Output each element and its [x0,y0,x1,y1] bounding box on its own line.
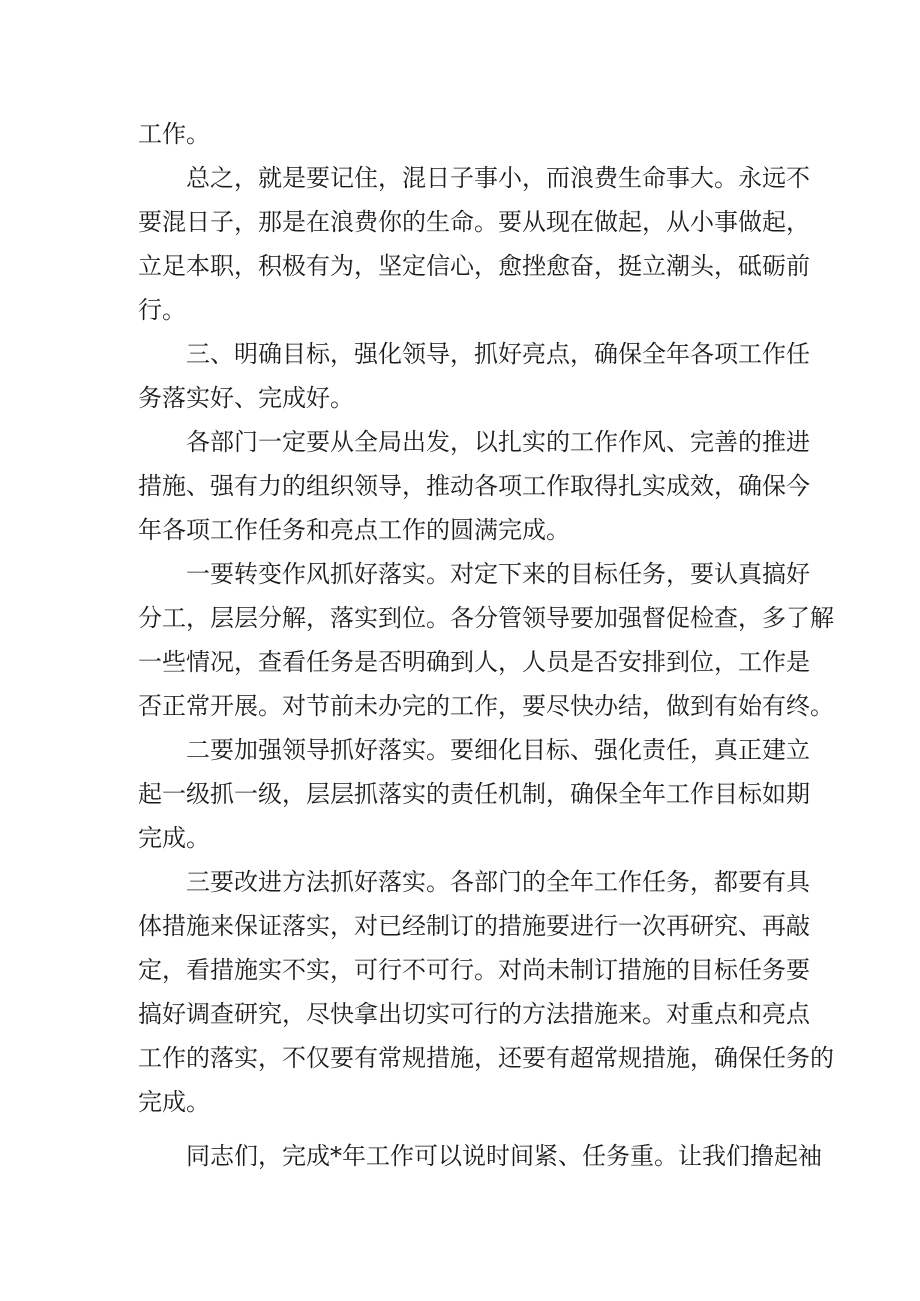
paragraph-line: 同志们，完成*年工作可以说时间紧、任务重。让我们撸起袖 [186,1142,822,1170]
section-heading: 三、明确目标，强化领导，抓好亮点，确保全年各项工作任 [186,340,810,368]
paragraph-line: 一些情况，查看任务是否明确到人，人员是否安排到位，工作是 [138,648,810,676]
paragraph-line: 完成。 [138,1088,210,1116]
paragraph-line: 年各项工作任务和亮点工作的圆满完成。 [138,516,570,544]
paragraph-line: 起一级抓一级，层层抓落实的责任机制，确保全年工作目标如期 [138,780,810,808]
paragraph-line: 二要加强领导抓好落实。要细化目标、强化责任，真正建立 [186,736,810,764]
paragraph-line: 总之，就是要记住，混日子事小，而浪费生命事大。永远不 [186,164,810,192]
paragraph-line: 一要转变作风抓好落实。对定下来的目标任务，要认真搞好 [186,560,810,588]
paragraph-line: 立足本职，积极有为，坚定信心，愈挫愈奋，挺立潮头，砥砺前 [138,252,810,280]
paragraph-line: 定，看措施实不实，可行不可行。对尚未制订措施的目标任务要 [138,956,810,984]
paragraph-line: 否正常开展。对节前未办完的工作，要尽快办结，做到有始有终。 [138,692,834,720]
paragraph-line: 搞好调查研究，尽快拿出切实可行的方法措施来。对重点和亮点 [138,1000,810,1028]
paragraph-line: 体措施来保证落实，对已经制订的措施要进行一次再研究、再敲 [138,912,810,940]
paragraph-line: 要混日子，那是在浪费你的生命。要从现在做起，从小事做起， [138,208,810,236]
paragraph-line: 工作的落实，不仅要有常规措施，还要有超常规措施，确保任务的 [138,1044,834,1072]
paragraph-line: 工作。 [138,120,210,148]
paragraph-line: 各部门一定要从全局出发，以扎实的工作作风、完善的推进 [186,428,810,456]
paragraph-line: 三要改进方法抓好落实。各部门的全年工作任务，都要有具 [186,868,810,896]
section-heading: 务落实好、完成好。 [138,384,354,412]
paragraph-line: 完成。 [138,824,210,852]
paragraph-line: 行。 [138,296,186,324]
paragraph-line: 措施、强有力的组织领导，推动各项工作取得扎实成效，确保今 [138,472,810,500]
paragraph-line: 分工，层层分解，落实到位。各分管领导要加强督促检查，多了解 [138,604,834,632]
